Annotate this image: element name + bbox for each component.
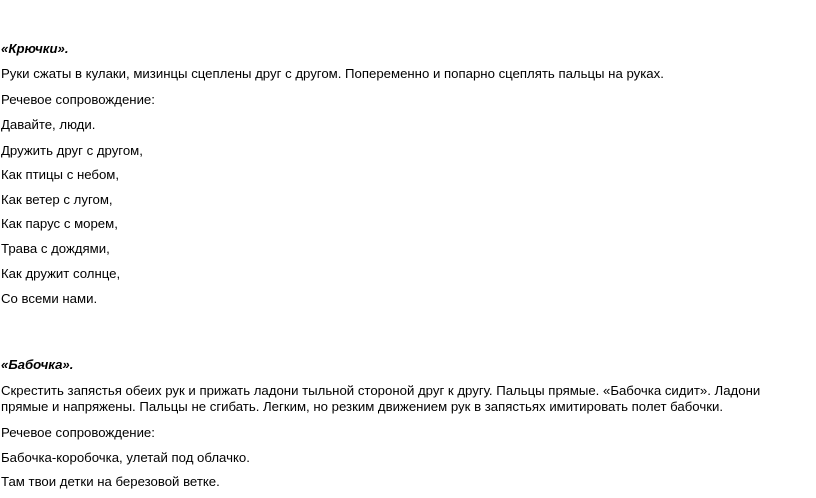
section-title-kryuchki: «Крючки». [1,41,69,56]
verse-line: Дружить друг с другом, [1,143,143,158]
verse-line: Как ветер с лугом, [1,192,113,207]
instruction-text: Руки сжаты в кулаки, мизинцы сцеплены друг с другом. Попеременно и попарно сцеплять пальцы на руках. [1,66,664,81]
verse-line: Трава с дождями, [1,241,110,256]
verse-line: Как парус с морем, [1,216,118,231]
verse-line: Бабочка-коробочка, улетай под облачко. [1,450,250,465]
speech-label: Речевое сопровождение: [1,425,155,440]
section-title-babochka: «Бабочка». [1,357,74,372]
verse-line: Как птицы с небом, [1,167,120,182]
instruction-text: Скрестить запястья обеих рук и прижать ладони тыльной стороной друг к другу. Пальцы прямые. «Бабочка сидит». Ладони [1,383,761,398]
verse-line: Как дружит солнце, [1,266,121,281]
verse-line: Там твои детки на березовой ветке. [1,474,220,489]
speech-label: Речевое сопровождение: [1,92,155,107]
verse-line: Со всеми нами. [1,291,98,306]
verse-line: Давайте, люди. [1,117,96,132]
instruction-text: прямые и напряжены. Пальцы не сгибать. Легким, но резким движением рук в запястьях имитировать полет бабочки. [1,399,723,414]
